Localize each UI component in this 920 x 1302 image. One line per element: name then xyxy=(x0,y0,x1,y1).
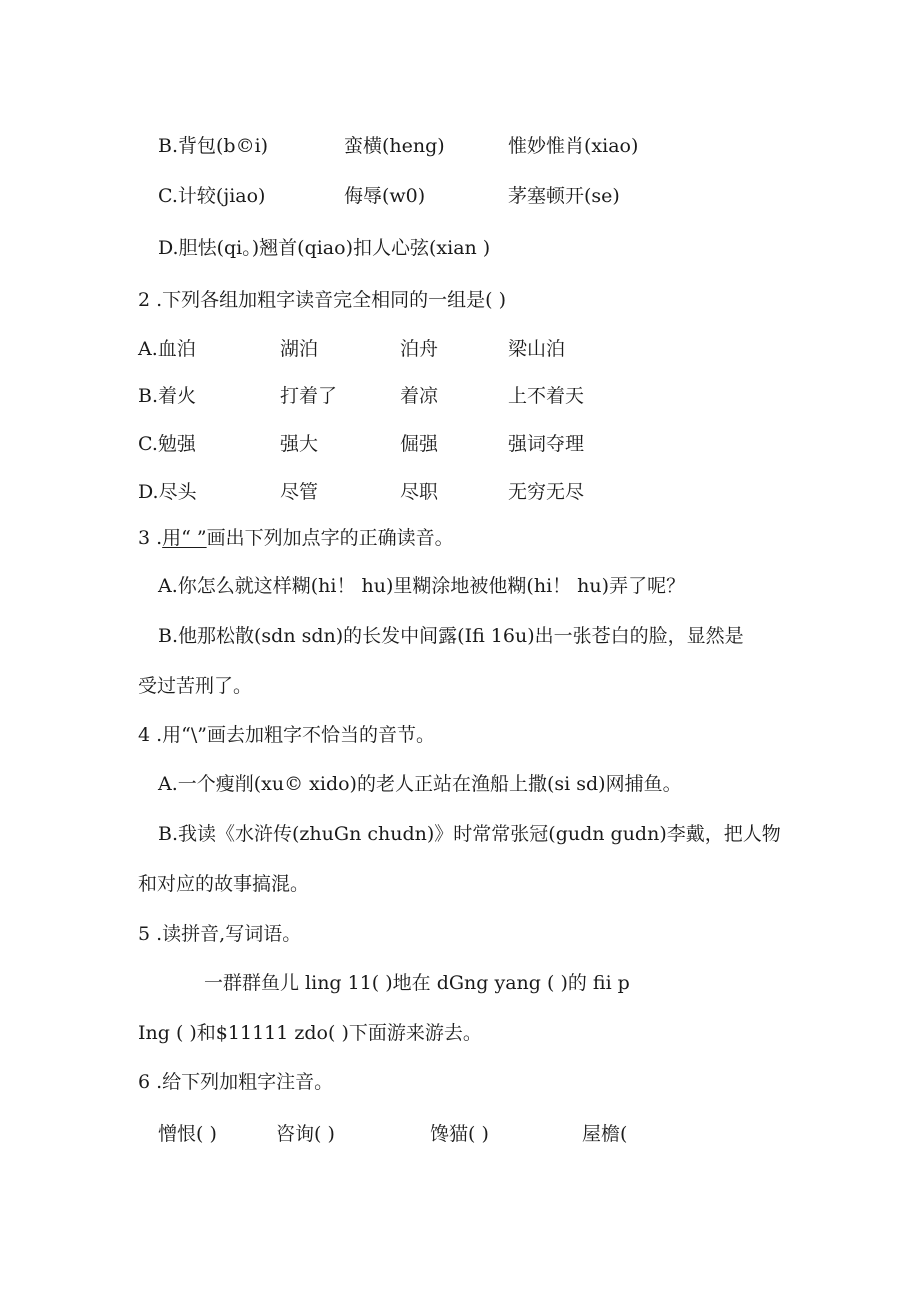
q6-item-3: 馋猫( ) xyxy=(430,1123,489,1145)
q3-item-b-line1: B.他那松散(sdn sdn)的长发中间露(Ifi 16u)出一张苍白的脸，显然是 xyxy=(158,625,744,647)
q2-row-c-col2: 强大 xyxy=(280,433,319,455)
q3-title xyxy=(138,525,454,551)
q1-option-b-word3: 惟妙惟肖(xiao) xyxy=(508,135,639,157)
q2-row-b-col4: 上不着天 xyxy=(508,385,585,407)
q3-underlined-mark: 用“ ” xyxy=(162,527,207,549)
q2-row-d-col3: 尽职 xyxy=(400,481,439,503)
q2-row-b-col1: B.着火 xyxy=(138,385,197,407)
q2-row-d-col1: D.尽头 xyxy=(138,481,197,503)
q4-item-a: A.一个瘦削(xu© xido)的老人正站在渔船上撒(si sd)网捕鱼。 xyxy=(158,773,682,795)
q2-row-c-col1: C.勉强 xyxy=(138,433,196,455)
q5-title: 5 .读拼音,写词语。 xyxy=(138,923,302,945)
q3-title-rest: 画出下列加点字的正确读音。 xyxy=(206,527,454,549)
q1-option-c-word2: 侮辱(w0) xyxy=(344,185,426,207)
q4-title: 4 .用“\”画去加粗字不恰当的音节。 xyxy=(138,724,435,746)
q2-row-c-col3: 倔强 xyxy=(400,433,439,455)
q2-row-a-col1: A.血泊 xyxy=(138,338,196,360)
q5-line1: 一群群鱼儿 ling 11( )地在 dGng yang ( )的 fii p xyxy=(204,972,630,994)
q3-number: 3 . xyxy=(138,527,163,549)
q1-option-c-word3: 茅塞顿开(se) xyxy=(508,185,620,207)
q1-option-d: D.胆怯(qi。)翘首(qiao)扣人心弦(xian ) xyxy=(158,237,491,259)
q2-row-c-col4: 强词夺理 xyxy=(508,433,585,455)
q6-item-2: 咨询( ) xyxy=(276,1123,335,1145)
q2-row-b-col2: 打着了 xyxy=(280,385,338,407)
q2-row-a-col4: 梁山泊 xyxy=(508,338,566,360)
q1-option-c-label: C.计较(jiao) xyxy=(158,185,266,207)
q6-item-1: 憎恨( ) xyxy=(158,1123,217,1145)
q4-item-b-line1: B.我读《水浒传(zhuGn chudn)》时常常张冠(gudn gudn)李戴，把人物 xyxy=(158,823,781,845)
q1-option-b-word2: 蛮横(heng) xyxy=(344,135,445,157)
q3-item-b-line2: 受过苦刑了。 xyxy=(138,675,253,697)
q5-line2: Ing ( )和$11111 zdo( )下面游来游去。 xyxy=(138,1022,482,1044)
q2-row-a-col3: 泊舟 xyxy=(400,338,439,360)
q4-item-b-line2: 和对应的故事搞混。 xyxy=(138,873,310,895)
q3-item-a: A.你怎么就这样糊(hi！ hu)里糊涂地被他糊(hi！ hu)弄了呢？ xyxy=(158,575,686,597)
q2-row-d-col2: 尽管 xyxy=(280,481,319,503)
q2-title: 2 .下列各组加粗字读音完全相同的一组是( ) xyxy=(138,289,507,311)
q6-item-4: 屋檐( xyxy=(582,1123,628,1145)
q6-title: 6 .给下列加粗字注音。 xyxy=(138,1071,334,1093)
q2-row-a-col2: 湖泊 xyxy=(280,338,319,360)
q2-row-d-col4: 无穷无尽 xyxy=(508,481,585,503)
q1-option-b-label: B.背包(b©i) xyxy=(158,135,269,157)
q2-row-b-col3: 着凉 xyxy=(400,385,439,407)
